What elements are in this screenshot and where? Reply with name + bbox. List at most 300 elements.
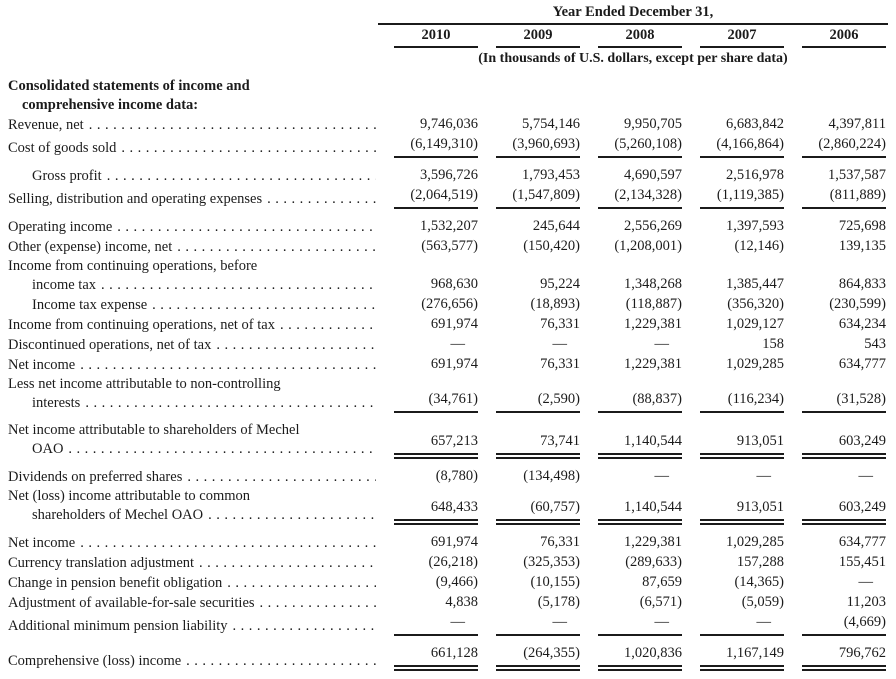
value-wrap xyxy=(496,237,580,257)
row-label-line xyxy=(8,574,378,593)
value-cell xyxy=(582,115,684,135)
value-wrap xyxy=(496,613,580,636)
cell-value: 1,140,544 xyxy=(624,433,682,449)
value-wrap xyxy=(598,553,682,573)
cell-value: 4,838 xyxy=(445,594,478,610)
dot-leader xyxy=(199,554,376,573)
value-cell xyxy=(378,593,480,613)
value-cell xyxy=(786,644,888,671)
cell-value: — xyxy=(450,614,465,630)
value-cell xyxy=(582,135,684,158)
cell-value: 9,746,036 xyxy=(420,116,478,132)
cell-value: 603,249 xyxy=(838,433,886,449)
cell-value: (2,590) xyxy=(537,391,580,407)
value-cell xyxy=(378,335,480,355)
value-cell xyxy=(684,593,786,613)
value-cell xyxy=(786,390,888,413)
row-label: Net income xyxy=(8,357,76,373)
cell-value: (3,960,693) xyxy=(512,136,580,152)
value-wrap xyxy=(598,593,682,613)
cell-value: 73,741 xyxy=(540,433,580,449)
row-label-cell xyxy=(8,534,378,553)
value-cell xyxy=(378,467,480,487)
value-wrap xyxy=(394,186,478,209)
value-wrap xyxy=(394,135,478,158)
row-label: Net income attributable to shareholders of Mechel xyxy=(8,422,300,438)
row-label-cell xyxy=(8,116,378,135)
value-cell xyxy=(480,573,582,593)
row-label: shareholders of Mechel OAO xyxy=(32,507,204,523)
value-cell xyxy=(786,115,888,135)
value-cell xyxy=(786,355,888,375)
row-label-line xyxy=(8,506,378,525)
value-wrap xyxy=(700,335,784,355)
value-wrap xyxy=(700,533,784,553)
value-cell xyxy=(378,644,480,671)
value-wrap xyxy=(700,315,784,335)
value-wrap xyxy=(394,498,478,525)
value-cell xyxy=(582,613,684,636)
row-label-line xyxy=(8,375,378,394)
cell-value: (356,320) xyxy=(727,296,784,312)
value-wrap xyxy=(598,355,682,375)
value-cell xyxy=(480,533,582,553)
value-cell xyxy=(378,553,480,573)
row-label: Net income xyxy=(8,535,76,551)
table-row xyxy=(8,217,888,237)
row-label-line xyxy=(8,487,378,506)
cell-value: 648,433 xyxy=(430,499,478,515)
cell-value: (289,633) xyxy=(625,554,682,570)
value-wrap xyxy=(802,295,886,315)
value-wrap xyxy=(496,553,580,573)
value-cell xyxy=(480,432,582,459)
row-label-cell xyxy=(8,594,378,613)
dot-leader xyxy=(80,356,376,375)
value-wrap xyxy=(496,295,580,315)
cell-value: (811,889) xyxy=(829,187,886,203)
value-wrap xyxy=(394,593,478,613)
row-label-cell xyxy=(8,336,378,355)
value-wrap xyxy=(496,644,580,671)
value-cell xyxy=(582,644,684,671)
value-wrap xyxy=(802,390,886,413)
year-column-2006 xyxy=(786,25,888,48)
row-label-cell xyxy=(8,487,378,525)
dot-leader xyxy=(80,534,376,553)
dot-leader xyxy=(152,296,376,315)
row-label-line xyxy=(8,296,378,315)
dot-leader xyxy=(186,652,376,671)
cell-value: (6,571) xyxy=(639,594,682,610)
value-wrap xyxy=(496,593,580,613)
value-cell xyxy=(684,644,786,671)
row-label-line xyxy=(8,238,378,257)
table-row xyxy=(8,166,888,186)
row-label-line xyxy=(8,652,378,671)
table-row xyxy=(8,553,888,573)
row-label-line xyxy=(8,534,378,553)
row-label-line xyxy=(8,218,378,237)
cell-value: — xyxy=(450,336,465,352)
value-wrap xyxy=(802,166,886,186)
value-wrap xyxy=(496,275,580,295)
value-wrap xyxy=(598,432,682,459)
value-cell xyxy=(480,644,582,671)
value-cell xyxy=(480,295,582,315)
dot-leader xyxy=(267,190,376,209)
cell-value: 155,451 xyxy=(838,554,886,570)
cell-value: 1,140,544 xyxy=(624,499,682,515)
cell-value: (134,498) xyxy=(523,468,580,484)
cell-value: (5,260,108) xyxy=(614,136,682,152)
cell-value: 158 xyxy=(762,336,784,352)
value-cell xyxy=(480,237,582,257)
units-note-row xyxy=(8,48,888,68)
cell-value: 913,051 xyxy=(736,433,784,449)
value-cell xyxy=(480,390,582,413)
row-label-cell xyxy=(8,652,378,671)
year-label: 2006 xyxy=(802,26,886,48)
value-wrap xyxy=(802,432,886,459)
row-label-cell xyxy=(8,617,378,636)
dot-leader xyxy=(121,139,376,158)
value-cell xyxy=(378,217,480,237)
dot-leader xyxy=(280,316,376,335)
cell-value: 1,229,381 xyxy=(624,316,682,332)
cell-value: — xyxy=(552,614,567,630)
value-cell xyxy=(786,432,888,459)
value-cell xyxy=(582,533,684,553)
dot-leader xyxy=(85,394,376,413)
cell-value: (2,860,224) xyxy=(818,136,886,152)
value-cell xyxy=(378,315,480,335)
cell-value: 796,762 xyxy=(838,645,886,661)
cell-value: 2,556,269 xyxy=(624,218,682,234)
row-label: Income from continuing operations, before xyxy=(8,258,258,274)
value-cell xyxy=(684,432,786,459)
value-cell xyxy=(786,335,888,355)
value-wrap xyxy=(394,467,478,487)
row-label: Less net income attributable to non-controlling xyxy=(8,376,281,392)
row-label: Dividends on preferred shares xyxy=(8,469,183,485)
value-wrap xyxy=(802,593,886,613)
cell-value: 1,029,127 xyxy=(726,316,784,332)
value-wrap xyxy=(700,553,784,573)
cell-value: (5,059) xyxy=(741,594,784,610)
value-cell xyxy=(684,217,786,237)
table-row xyxy=(8,644,888,671)
row-label-line xyxy=(8,468,378,487)
table-row xyxy=(8,115,888,135)
cell-value: — xyxy=(654,614,669,630)
value-cell xyxy=(378,533,480,553)
cell-value: 691,974 xyxy=(430,356,478,372)
cell-value: 6,683,842 xyxy=(726,116,784,132)
row-label-cell xyxy=(8,218,378,237)
value-cell xyxy=(480,355,582,375)
cell-value: 1,385,447 xyxy=(726,276,784,292)
value-wrap xyxy=(598,275,682,295)
value-wrap xyxy=(394,315,478,335)
section-heading-line2: comprehensive income data: xyxy=(22,97,199,113)
row-label: Cost of goods sold xyxy=(8,140,117,156)
value-wrap xyxy=(700,432,784,459)
value-wrap xyxy=(598,186,682,209)
value-wrap xyxy=(394,275,478,295)
value-cell xyxy=(378,355,480,375)
cell-value: 1,229,381 xyxy=(624,356,682,372)
row-label-line xyxy=(8,356,378,375)
cell-value: 1,793,453 xyxy=(522,167,580,183)
value-cell xyxy=(582,593,684,613)
cell-value: — xyxy=(552,336,567,352)
cell-value: (9,466) xyxy=(435,574,478,590)
value-wrap xyxy=(394,237,478,257)
value-wrap xyxy=(496,533,580,553)
value-wrap xyxy=(802,573,886,593)
cell-value: (1,208,001) xyxy=(614,238,682,254)
cell-value: — xyxy=(858,468,873,484)
value-wrap xyxy=(598,217,682,237)
value-cell xyxy=(582,166,684,186)
value-cell xyxy=(684,390,786,413)
units-note: (In thousands of U.S. dollars, except per share data) xyxy=(478,51,788,66)
cell-value: (18,893) xyxy=(530,296,580,312)
row-label-line xyxy=(8,336,378,355)
value-cell xyxy=(582,295,684,315)
row-label: Change in pension benefit obligation xyxy=(8,575,223,591)
cell-value: (26,218) xyxy=(428,554,478,570)
dot-leader xyxy=(227,574,376,593)
cell-value: — xyxy=(756,614,771,630)
value-cell xyxy=(684,613,786,636)
value-wrap xyxy=(700,217,784,237)
cell-value: (150,420) xyxy=(523,238,580,254)
value-cell xyxy=(582,335,684,355)
value-wrap xyxy=(598,115,682,135)
value-wrap xyxy=(598,237,682,257)
cell-value: — xyxy=(756,468,771,484)
cell-value: 1,537,587 xyxy=(828,167,886,183)
cell-value: 76,331 xyxy=(540,316,580,332)
cell-value: 87,659 xyxy=(642,574,682,590)
value-cell xyxy=(480,166,582,186)
dot-leader xyxy=(117,218,376,237)
year-header-row xyxy=(8,25,888,48)
row-label: Operating income xyxy=(8,219,113,235)
cell-value: (116,234) xyxy=(727,391,784,407)
value-cell xyxy=(684,467,786,487)
value-wrap xyxy=(496,498,580,525)
year-label: 2009 xyxy=(496,26,580,48)
row-label: Additional minimum pension liability xyxy=(8,618,228,634)
value-wrap xyxy=(598,498,682,525)
cell-value: 913,051 xyxy=(736,499,784,515)
row-label-cell xyxy=(8,139,378,158)
value-cell xyxy=(684,275,786,295)
row-label: Selling, distribution and operating expenses xyxy=(8,191,263,207)
row-label: Other (expense) income, net xyxy=(8,239,173,255)
cell-value: 968,630 xyxy=(430,276,478,292)
cell-value: (31,528) xyxy=(836,391,886,407)
value-wrap xyxy=(802,533,886,553)
value-cell xyxy=(378,166,480,186)
value-wrap xyxy=(598,315,682,335)
value-cell xyxy=(480,186,582,209)
table-row xyxy=(8,315,888,335)
row-label-line xyxy=(8,554,378,573)
row-label-cell xyxy=(8,356,378,375)
value-wrap xyxy=(496,166,580,186)
value-cell xyxy=(684,315,786,335)
row-label: Income from continuing operations, net of tax xyxy=(8,317,275,333)
value-wrap xyxy=(700,275,784,295)
value-wrap xyxy=(700,390,784,413)
value-cell xyxy=(378,115,480,135)
row-label: Net (loss) income attributable to common xyxy=(8,488,251,504)
value-cell xyxy=(480,613,582,636)
cell-value: — xyxy=(858,574,873,590)
value-wrap xyxy=(496,115,580,135)
table-row xyxy=(8,593,888,613)
value-cell xyxy=(582,237,684,257)
value-wrap xyxy=(802,644,886,671)
cell-value: 1,532,207 xyxy=(420,218,478,234)
dot-leader xyxy=(177,238,376,257)
value-cell xyxy=(786,613,888,636)
table-row xyxy=(8,335,888,355)
value-wrap xyxy=(394,355,478,375)
table-row xyxy=(8,237,888,257)
dot-leader xyxy=(187,468,376,487)
cell-value: 1,229,381 xyxy=(624,534,682,550)
year-ended-spanner: Year Ended December 31, xyxy=(378,3,888,25)
value-cell xyxy=(378,432,480,459)
value-cell xyxy=(786,573,888,593)
value-wrap xyxy=(496,467,580,487)
cell-value: 1,029,285 xyxy=(726,534,784,550)
value-wrap xyxy=(802,553,886,573)
value-cell xyxy=(480,275,582,295)
value-cell xyxy=(684,115,786,135)
value-cell xyxy=(786,217,888,237)
row-label-line xyxy=(8,139,378,158)
table-row xyxy=(8,487,888,525)
cell-value: 661,128 xyxy=(430,645,478,661)
row-label: Revenue, net xyxy=(8,117,84,133)
table-row xyxy=(8,613,888,636)
value-cell xyxy=(786,498,888,525)
value-cell xyxy=(582,553,684,573)
value-cell xyxy=(582,467,684,487)
row-label-cell xyxy=(8,421,378,459)
year-column-2010 xyxy=(378,25,480,48)
cell-value: (34,761) xyxy=(428,391,478,407)
value-cell xyxy=(480,553,582,573)
cell-value: (276,656) xyxy=(421,296,478,312)
table-row xyxy=(8,135,888,158)
value-cell xyxy=(684,573,786,593)
row-label-line xyxy=(8,116,378,135)
cell-value: 634,234 xyxy=(838,316,886,332)
cell-value: (2,064,519) xyxy=(410,187,478,203)
row-label-cell xyxy=(8,190,378,209)
table-row xyxy=(8,355,888,375)
value-cell xyxy=(684,295,786,315)
value-cell xyxy=(684,166,786,186)
value-cell xyxy=(378,237,480,257)
value-wrap xyxy=(598,335,682,355)
cell-value: (563,577) xyxy=(421,238,478,254)
value-wrap xyxy=(496,432,580,459)
value-wrap xyxy=(394,390,478,413)
year-column-2007 xyxy=(684,25,786,48)
cell-value: (1,119,385) xyxy=(716,187,784,203)
cell-value: (8,780) xyxy=(435,468,478,484)
cell-value: 725,698 xyxy=(838,218,886,234)
cell-value: (88,837) xyxy=(632,391,682,407)
value-cell xyxy=(378,613,480,636)
value-cell xyxy=(786,593,888,613)
value-wrap xyxy=(598,295,682,315)
value-wrap xyxy=(496,186,580,209)
value-wrap xyxy=(802,237,886,257)
value-wrap xyxy=(394,533,478,553)
row-label: Discontinued operations, net of tax xyxy=(8,337,212,353)
cell-value: 634,777 xyxy=(838,534,886,550)
value-wrap xyxy=(496,355,580,375)
value-cell xyxy=(786,166,888,186)
value-cell xyxy=(684,186,786,209)
value-wrap xyxy=(496,573,580,593)
value-wrap xyxy=(496,217,580,237)
value-cell xyxy=(378,275,480,295)
row-label-line xyxy=(8,276,378,295)
value-cell xyxy=(786,295,888,315)
value-cell xyxy=(786,315,888,335)
value-wrap xyxy=(394,166,478,186)
value-wrap xyxy=(802,335,886,355)
cell-value: (1,547,809) xyxy=(512,187,580,203)
value-wrap xyxy=(700,644,784,671)
table-header xyxy=(8,3,888,25)
value-wrap xyxy=(598,390,682,413)
value-cell xyxy=(684,355,786,375)
year-column-2008 xyxy=(582,25,684,48)
dot-leader xyxy=(260,594,376,613)
value-cell xyxy=(786,275,888,295)
value-wrap xyxy=(802,217,886,237)
value-wrap xyxy=(802,613,886,636)
section-heading-line1: Consolidated statements of income and xyxy=(8,78,250,94)
cell-value: (4,669) xyxy=(843,614,886,630)
cell-value: (5,178) xyxy=(537,594,580,610)
table-row xyxy=(8,421,888,459)
value-cell xyxy=(786,237,888,257)
cell-value: 1,020,836 xyxy=(624,645,682,661)
value-cell xyxy=(684,335,786,355)
cell-value: 543 xyxy=(864,336,886,352)
year-label: 2008 xyxy=(598,26,682,48)
cell-value: (2,134,328) xyxy=(614,187,682,203)
row-label-line xyxy=(8,421,378,440)
value-wrap xyxy=(802,498,886,525)
value-wrap xyxy=(700,115,784,135)
value-cell xyxy=(480,467,582,487)
row-label-cell xyxy=(8,296,378,315)
cell-value: (6,149,310) xyxy=(410,136,478,152)
